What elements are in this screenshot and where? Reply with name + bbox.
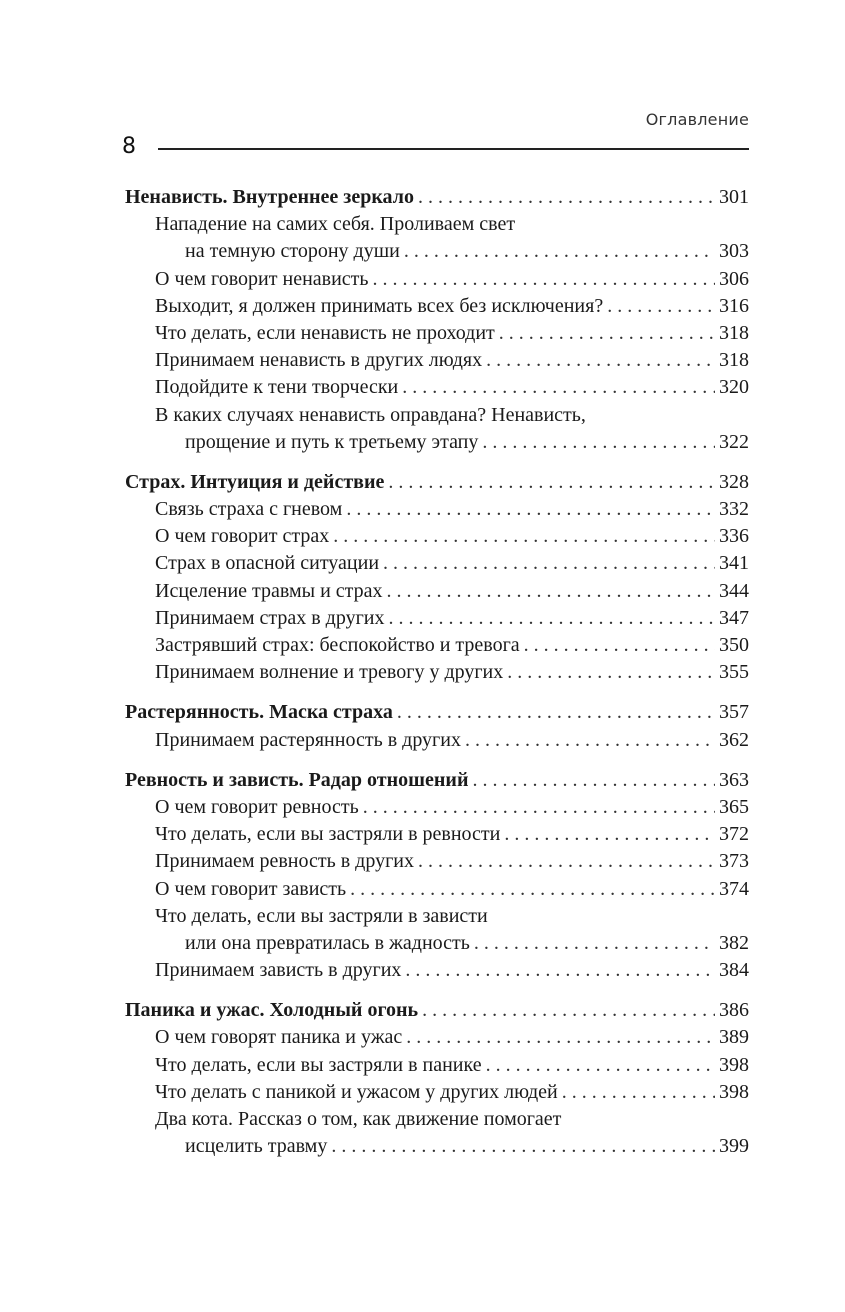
dot-leader: [562, 1079, 715, 1106]
toc-page-number: 306: [719, 267, 749, 290]
dot-leader: [397, 699, 715, 726]
toc-page-number: 332: [719, 498, 749, 521]
dot-leader: [387, 578, 715, 605]
dot-leader: [482, 429, 715, 456]
toc-entry-title: прощение и путь к третьему этапу: [185, 430, 479, 453]
dot-leader: [402, 374, 715, 401]
dot-leader: [524, 632, 715, 659]
toc-subentry: [125, 523, 749, 550]
dot-leader: [465, 727, 715, 754]
toc-page-number: 328: [719, 470, 749, 493]
toc-entry-title: Принимаем страх в других: [155, 606, 385, 629]
dot-leader: [418, 848, 715, 875]
toc-entry-title: Нападение на самих себя. Проливаем свет: [155, 213, 516, 236]
toc-page-number: 386: [719, 999, 749, 1022]
toc-subentry: [125, 605, 749, 632]
toc-page-number: 373: [719, 850, 749, 873]
toc-page-number: 389: [719, 1026, 749, 1049]
toc-page-number: 363: [719, 768, 749, 791]
toc-page-number: 322: [719, 430, 749, 453]
dot-leader: [474, 930, 715, 957]
dot-leader: [418, 184, 715, 211]
toc-entry-title: Ревность и зависть. Радар отношений: [125, 768, 469, 791]
toc-chapter-entry: [125, 184, 749, 211]
toc-subentry: [125, 402, 749, 429]
toc-section: [125, 469, 749, 687]
toc-page-number: 344: [719, 579, 749, 602]
toc-page-number: 384: [719, 959, 749, 982]
dot-leader: [405, 957, 715, 984]
toc-entry-title: О чем говорит ненависть: [155, 267, 369, 290]
table-of-contents: [125, 184, 749, 1173]
toc-page-number: 382: [719, 931, 749, 954]
running-head: Оглавление: [645, 110, 749, 129]
toc-subentry: [125, 930, 749, 957]
toc-chapter-entry: [125, 469, 749, 496]
toc-entry-title: Выходит, я должен принимать всех без исключения?: [155, 294, 604, 317]
toc-entry-title: Что делать, если вы застряли в ревности: [155, 823, 501, 846]
dot-leader: [422, 997, 715, 1024]
dot-leader: [472, 767, 715, 794]
toc-page-number: 398: [719, 1053, 749, 1076]
toc-page-number: 362: [719, 728, 749, 751]
toc-page-number: 316: [719, 294, 749, 317]
toc-chapter-entry: [125, 699, 749, 726]
toc-subentry: [125, 1052, 749, 1079]
toc-entry-title: Принимаем волнение и тревогу у других: [155, 661, 504, 684]
toc-entry-title: Два кота. Рассказ о том, как движение помогает: [155, 1108, 562, 1130]
dot-leader: [388, 469, 715, 496]
toc-subentry: [125, 1106, 749, 1133]
toc-page-number: 372: [719, 823, 749, 846]
toc-entry-title: Принимаем зависть в других: [155, 959, 402, 982]
toc-page-number: 341: [719, 552, 749, 575]
toc-entry-title: О чем говорят паника и ужас: [155, 1026, 403, 1049]
dot-leader: [607, 293, 715, 320]
toc-subentry: [125, 578, 749, 605]
toc-entry-title: Что делать с паникой и ужасом у других людей: [155, 1080, 558, 1103]
toc-section: [125, 997, 749, 1160]
toc-entry-title: исцелить травму: [185, 1135, 328, 1158]
dot-leader: [406, 1024, 715, 1051]
toc-entry-title: О чем говорит ревность: [155, 795, 359, 818]
toc-subentry: [125, 347, 749, 374]
dot-leader: [404, 238, 715, 265]
toc-subentry: [125, 903, 749, 930]
page-number: 8: [122, 134, 136, 159]
toc-page-number: 301: [719, 186, 749, 208]
dot-leader: [383, 550, 715, 577]
toc-subentry: [125, 1133, 749, 1160]
header-rule: [158, 148, 749, 150]
toc-entry-title: О чем говорит страх: [155, 525, 330, 548]
toc-entry-title: на темную сторону души: [185, 240, 400, 263]
toc-page-number: 320: [719, 376, 749, 399]
dot-leader: [504, 821, 715, 848]
toc-entry-title: Растерянность. Маска страха: [125, 701, 393, 724]
dot-leader: [507, 659, 715, 686]
toc-subentry: [125, 238, 749, 265]
toc-entry-title: Застрявший страх: беспокойство и тревога: [155, 634, 520, 656]
toc-entry-title: Принимаем ненависть в других людях: [155, 349, 483, 372]
toc-chapter-entry: [125, 767, 749, 794]
toc-page-number: 398: [719, 1080, 749, 1103]
toc-entry-title: Принимаем ревность в других: [155, 850, 415, 873]
toc-subentry: [125, 320, 749, 347]
toc-subentry: [125, 1079, 749, 1106]
toc-page-number: 318: [719, 349, 749, 372]
toc-section: [125, 184, 749, 456]
toc-subentry: [125, 550, 749, 577]
toc-page-number: 303: [719, 240, 749, 263]
toc-entry-title: Подойдите к тени творчески: [155, 376, 399, 399]
toc-page-number: 355: [719, 661, 749, 684]
dot-leader: [486, 347, 715, 374]
dot-leader: [486, 1052, 715, 1079]
toc-subentry: [125, 727, 749, 754]
toc-subentry: [125, 957, 749, 984]
toc-page-number: 350: [719, 634, 749, 656]
toc-subentry: [125, 659, 749, 686]
toc-entry-title: или она превратилась в жадность: [185, 931, 470, 954]
toc-page-number: 357: [719, 701, 749, 724]
toc-entry-title: Паника и ужас. Холодный огонь: [125, 999, 419, 1022]
toc-entry-title: Страх в опасной ситуации: [155, 552, 380, 575]
toc-entry-title: Принимаем растерянность в других: [155, 728, 461, 751]
toc-section: [125, 767, 749, 985]
toc-entry-title: Исцеление травмы и страх: [155, 579, 383, 602]
toc-subentry: [125, 293, 749, 320]
toc-entry-title: В каких случаях ненависть оправдана? Ненависть,: [155, 403, 586, 426]
toc-subentry: [125, 876, 749, 903]
toc-subentry: [125, 374, 749, 401]
toc-page-number: 399: [719, 1135, 749, 1158]
toc-subentry: [125, 429, 749, 456]
toc-entry-title: Что делать, если ненависть не проходит: [155, 321, 495, 344]
dot-leader: [388, 605, 715, 632]
toc-subentry: [125, 266, 749, 293]
toc-page-number: 365: [719, 795, 749, 818]
dot-leader: [373, 266, 715, 293]
toc-subentry: [125, 821, 749, 848]
dot-leader: [499, 320, 715, 347]
toc-entry-title: Что делать, если вы застряли в зависти: [155, 904, 488, 927]
dot-leader: [333, 523, 715, 550]
toc-subentry: [125, 496, 749, 523]
toc-subentry: [125, 1024, 749, 1051]
toc-entry-title: Страх. Интуиция и действие: [125, 470, 385, 493]
toc-page-number: 374: [719, 877, 749, 900]
toc-page-number: 336: [719, 525, 749, 548]
toc-subentry: [125, 632, 749, 659]
toc-entry-title: Что делать, если вы застряли в панике: [155, 1053, 482, 1076]
toc-entry-title: О чем говорит зависть: [155, 877, 347, 900]
toc-chapter-entry: [125, 997, 749, 1024]
toc-subentry: [125, 794, 749, 821]
dot-leader: [363, 794, 715, 821]
toc-section: [125, 699, 749, 753]
dot-leader: [350, 876, 715, 903]
toc-subentry: [125, 211, 749, 238]
toc-page-number: 318: [719, 321, 749, 344]
toc-page-number: 347: [719, 606, 749, 629]
toc-entry-title: Связь страха с гневом: [155, 498, 343, 521]
dot-leader: [331, 1133, 715, 1160]
toc-entry-title: Ненависть. Внутреннее зеркало: [125, 186, 414, 208]
dot-leader: [346, 496, 715, 523]
toc-subentry: [125, 848, 749, 875]
